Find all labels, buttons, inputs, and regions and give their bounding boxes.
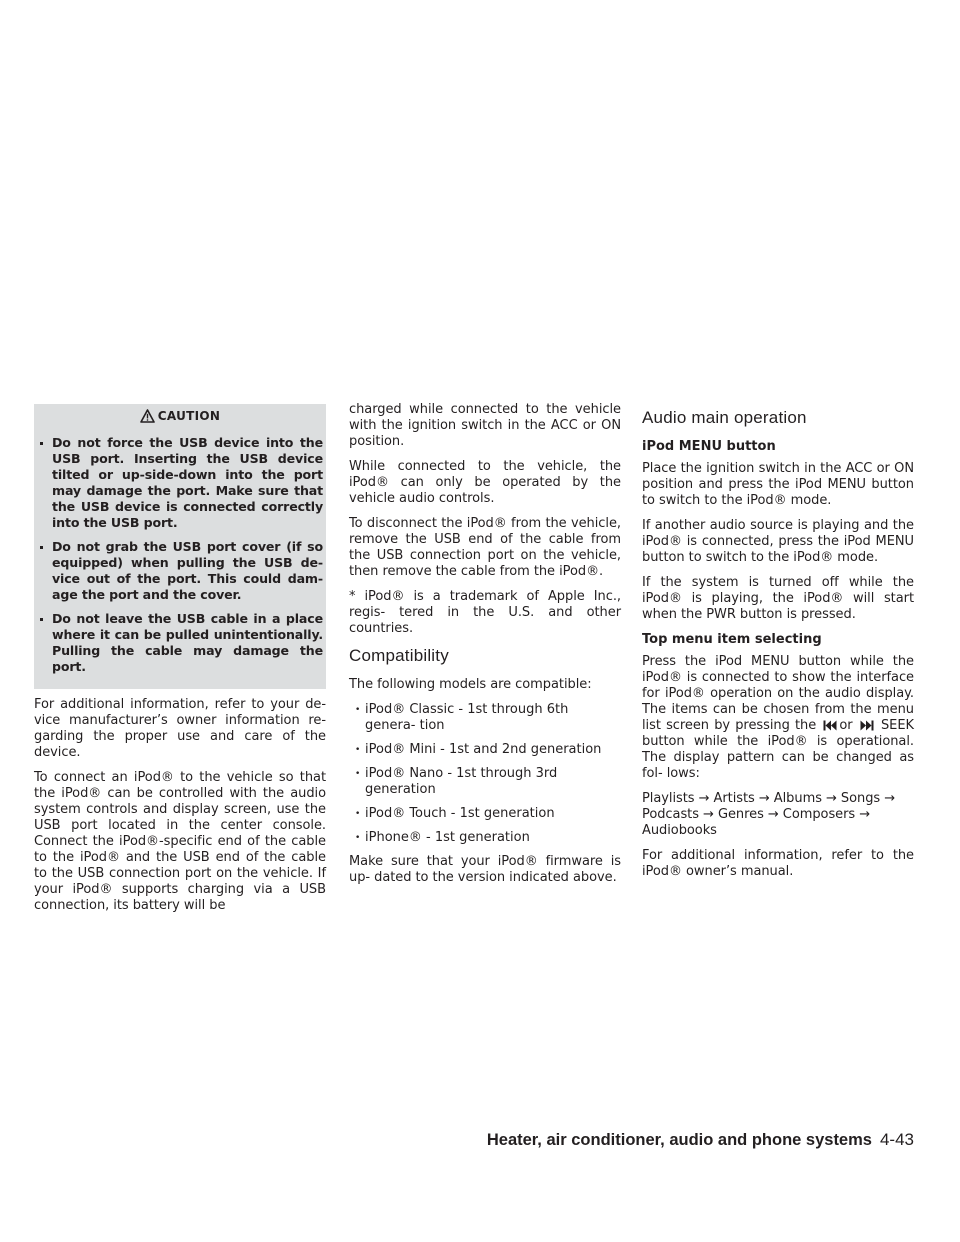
warning-icon: [140, 409, 155, 423]
paragraph-seek: [642, 654, 914, 782]
paragraph: If another audio source is playing and the iPod® is connected, press the iPod MENU button to switch to the iPod® mode.: [642, 518, 914, 565]
paragraph: The following models are compatible:: [349, 677, 592, 692]
list-item: • iPhone® - 1st generation: [365, 830, 621, 846]
text-run: or: [839, 718, 853, 733]
list-item: • iPod® Nano - 1st through 3rd generation: [365, 766, 621, 798]
footer-section-title: Heater, air conditioner, audio and phone systems: [486, 1131, 872, 1149]
caution-item: Do not force the USB device into the USB port. Inserting the USB device tilted or up-side-down into the port may damage the port. Make sure that the USB device is connected correctly into the USB port.: [52, 435, 323, 530]
section-heading-audio: Audio main operation: [642, 408, 807, 427]
caution-item: Do not leave the USB cable in a place where it can be pulled unintentionally. Pulling the cable may damage the port.: [52, 611, 323, 674]
column-middle: [349, 402, 621, 895]
paragraph: * iPod® is a trademark of Apple Inc., regis- tered in the U.S. and other countries.: [349, 589, 621, 636]
paragraph: charged while connected to the vehicle with the ignition switch in the ACC or ON position.: [349, 402, 621, 449]
skip-back-icon: [823, 720, 837, 731]
column-left: [34, 404, 326, 923]
caution-box: [34, 404, 326, 689]
list-item: • iPod® Touch - 1st generation: [365, 806, 621, 822]
caution-list: [34, 430, 326, 675]
paragraph: While connected to the vehicle, the iPod® can only be operated by the vehicle audio controls.: [349, 459, 621, 506]
paragraph: For additional information, refer to the iPod® owner’s manual.: [642, 848, 914, 879]
paragraph: For additional information, refer to your de- vice manufacturer’s owner information re- garding the proper use and care of the device.: [34, 697, 326, 760]
text-run: Press the iPod MENU button while the iPod® is connected to show the interface for iPod® operation on the audio display. The items can be chosen from the menu list screen by pressing the: [642, 654, 914, 733]
paragraph-menu-order: Playlists → Artists → Albums → Songs → Podcasts → Genres → Composers → Audiobooks: [642, 791, 896, 838]
paragraph: To disconnect the iPod® from the vehicle, remove the USB end of the cable from the USB connection port on the vehicle, then remove the cable from the iPod®.: [349, 516, 621, 579]
subheading: iPod MENU button: [642, 439, 776, 454]
list-item: • iPod® Mini - 1st and 2nd generation: [365, 742, 621, 758]
subheading: Top menu item selecting: [642, 632, 822, 647]
skip-forward-icon: [860, 720, 874, 731]
page-number: 4-43: [879, 1130, 914, 1149]
list-item: • iPod® Classic - 1st through 6th genera- tion: [365, 702, 621, 734]
section-heading-compatibility: Compatibility: [349, 646, 449, 665]
paragraph: To connect an iPod® to the vehicle so that the iPod® can be controlled with the audio system controls and display screen, use the USB port located in the center console. Connect the iPod®-specific end of the cable to the iPod® and the USB end of the cable to the USB connection port on the vehicle. If your iPod® supports charging via a USB connection, its battery will be: [34, 770, 326, 913]
text-run: SEEK button while the iPod® is operational. The display pattern can be changed as fol- lows:: [642, 718, 914, 781]
caution-title: CAUTION: [157, 409, 221, 423]
paragraph: If the system is turned off while the iPod® is playing, the iPod® will start when the PWR button is pressed.: [642, 575, 914, 622]
compatible-models-list: [349, 702, 621, 846]
column-right: [642, 402, 914, 889]
caution-item: Do not grab the USB port cover (if so equipped) when pulling the USB de- vice out of the port. This could dam- age the port and the cover.: [52, 539, 323, 602]
caution-header: [34, 404, 326, 430]
page-footer: [487, 1130, 914, 1152]
paragraph: Make sure that your iPod® firmware is up- dated to the version indicated above.: [349, 854, 621, 885]
paragraph: Place the ignition switch in the ACC or ON position and press the iPod MENU button to switch to the iPod® mode.: [642, 461, 914, 508]
